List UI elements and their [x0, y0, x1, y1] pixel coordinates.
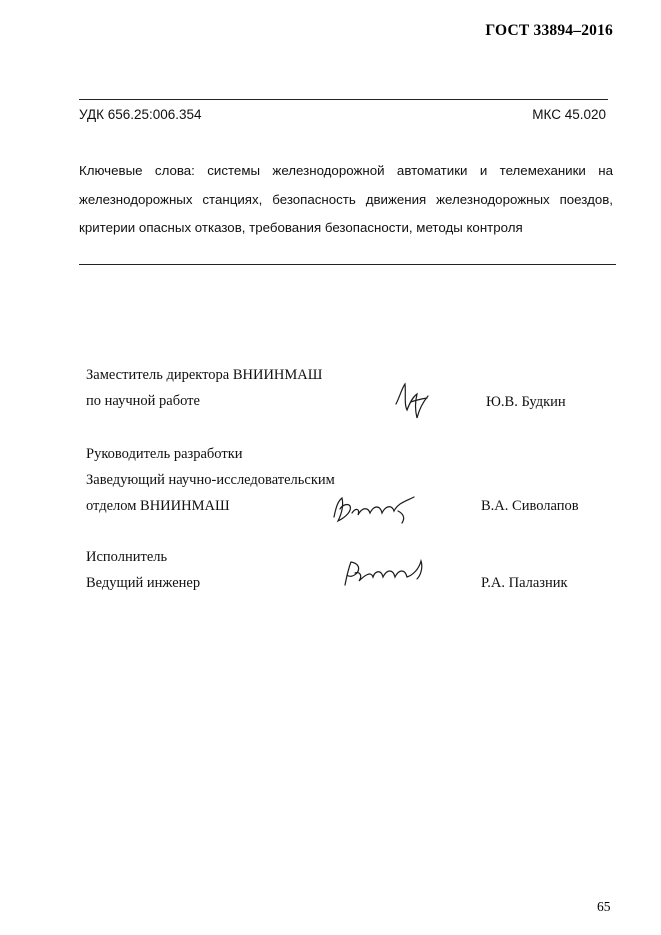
top-divider: [79, 99, 608, 100]
page-number: 65: [597, 899, 611, 914]
signatory-title-3: [86, 544, 200, 596]
signature-sivolapov: [328, 493, 420, 525]
standard-designation: ГОСТ 33894–2016: [485, 22, 613, 39]
signatory-title-2: [86, 441, 335, 519]
signatory-3-line-1: Исполнитель: [86, 549, 168, 565]
signatory-3-line-2: Ведущий инженер: [86, 575, 201, 591]
signatory-2-line-3: отделом ВНИИНМАШ: [86, 498, 230, 514]
keywords-paragraph: Ключевые слова: системы железнодорожной автоматики и телемеханики на железнодорожных станциях, безопасность движения железнодорожных поездов, критерии опасных отказов, требования безопасности, методы контроля: [79, 163, 613, 235]
signature-palaznik: [339, 557, 429, 591]
signatory-3-name: Р.А. Палазник: [481, 575, 568, 591]
signatory-2-line-1: Руководитель разработки: [86, 446, 243, 462]
bottom-divider: [79, 264, 616, 265]
signatory-2-line-2: Заведующий научно-исследовательским: [86, 472, 335, 488]
signatory-1-line-1: Заместитель директора ВНИИНМАШ: [86, 367, 323, 383]
signatory-title-1: [86, 362, 322, 414]
mks-code: МКС 45.020: [532, 107, 606, 122]
signature-budkin: [393, 380, 433, 422]
udk-code: УДК 656.25:006.354: [79, 107, 202, 122]
signatory-1-name: Ю.В. Будкин: [486, 394, 566, 410]
signatory-2-name: В.А. Сиволапов: [481, 498, 579, 514]
signatory-1-line-2: по научной работе: [86, 393, 200, 409]
